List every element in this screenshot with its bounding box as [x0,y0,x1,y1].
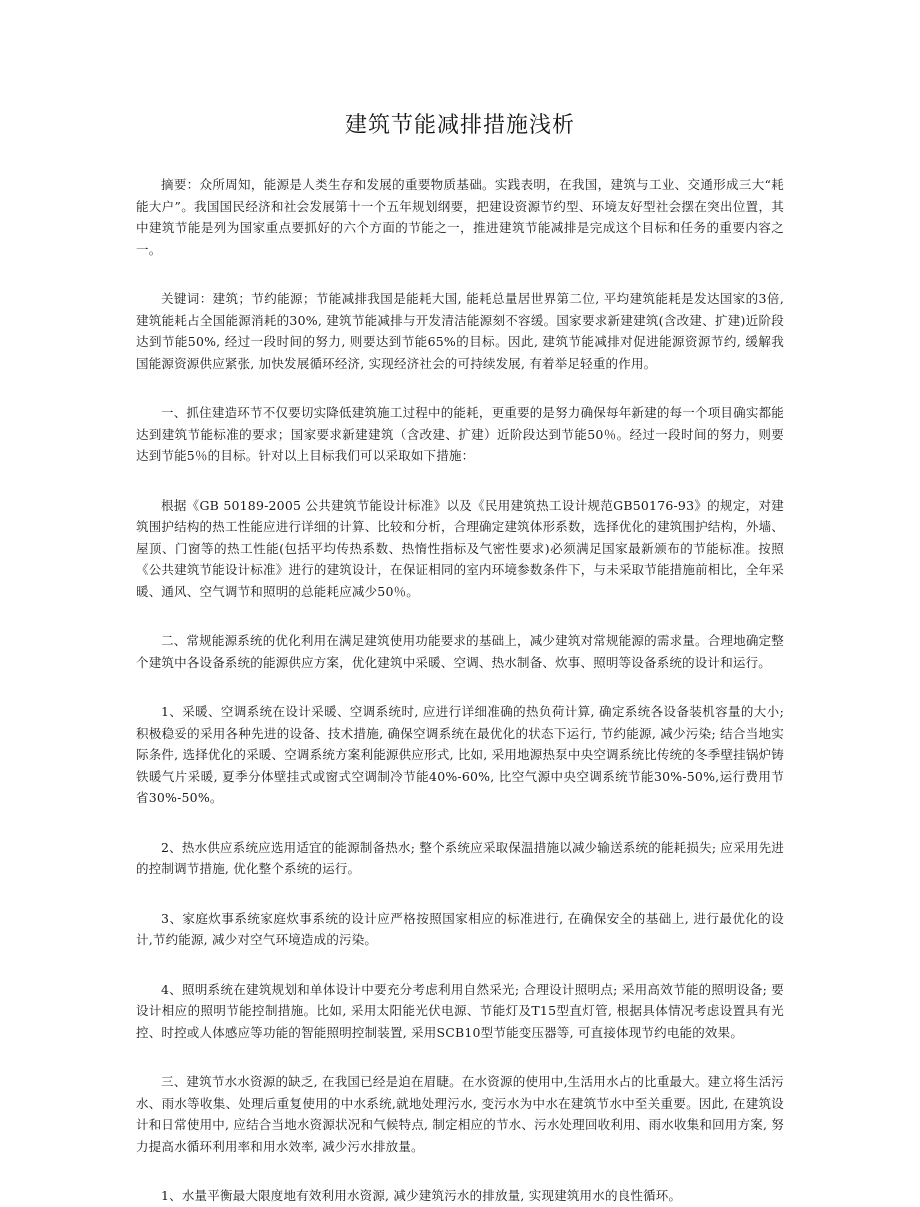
paragraph-section-1: 一、抓住建造环节不仅要切实降低建筑施工过程中的能耗，更重要的是努力确保每年新建的每一个项目确实都能达到建筑节能标准的要求；国家要求新建建筑（含改建、扩建）近阶段达到节能50％。经过一段时间的努力，则要达到节能5％的目标。针对以上目标我们可以采取如下措施： [136,405,784,463]
document-title: 建筑节能减排措施浅析 [344,113,575,138]
paragraph-water-balance: 1、水量平衡最大限度地有效利用水资源, 减少建筑污水的排放量, 实现建筑用水的良性循环。 [161,1188,682,1203]
document-body [136,174,784,1207]
paragraph-cooking: 3、家庭炊事系统家庭炊事系统的设计应严格按照国家相应的标准进行, 在确保安全的基础上, 进行最优化的设计,节约能源, 减少对空气环境造成的污染。 [136,910,784,947]
paragraph-standards: 根据《GB 50189-2005 公共建筑节能设计标准》以及《民用建筑热工设计规范GB50176-93》的规定，对建筑围护结构的热工性能应进行详细的计算、比较和分析，合理确定建筑体形系数，选择优化的建筑围护结构，外墙、屋顶、门窗等的热工性能(包括平均传热系数、热惰性指标及气密性要求)必须满足国家最新颁布的节能标准。按照《公共建筑节能设计标准》进行的建筑设计，在保证相同的室内环境参数条件下，与未采取节能措施前相比，全年采暖、通风、空气调节和照明的总能耗应减少50％。 [136,497,784,599]
paragraph-keywords: 关键词：建筑；节约能源；节能减排我国是能耗大国, 能耗总量居世界第二位, 平均建筑能耗是发达国家的3倍, 建筑能耗占全国能源消耗的30%, 建筑节能减排与开发清洁能源刻不容缓。国家要求新建建筑(含改建、扩建)近阶段达到节能50%, 经过一段时间的努力, 则要达到节能65%的目标。因此, 建筑节能减排对促进能源资源节约, 缓解我国能源资源供应紧张, 加快发展循环经济, 实现经济社会的可持续发展, 有着举足轻重的作用。 [136,291,784,371]
paragraph-hvac: 1、采暖、空调系统在设计采暖、空调系统时, 应进行详细准确的热负荷计算, 确定系统各设备装机容量的大小; 积极稳妥的采用各种先进的设备、技术措施, 确保空调系统在最优化的状态下运行, 节约能源, 减少污染; 结合当地实际条件, 选择优化的采暖、空调系统方案利能源供应形式, 比如, 采用地源热泵中央空调系统比传统的冬季壁挂锅炉铸铁暖气片采暖, 夏季分体壁挂式或窗式空调制冷节能40%-60%, 比空气源中央空调系统节能30%-50%,运行费用节省30%-50%。 [136,704,784,805]
paragraph-lighting: 4、照明系统在建筑规划和单体设计中要充分考虑利用自然采光; 合理设计照明点; 采用高效节能的照明设备; 要设计相应的照明节能控制措施。比如, 采用太阳能光伏电源、节能灯及T15型直灯管, 根据具体情况考虑设置具有光控、时控或人体感应等功能的智能照明控制装置, 采用SCB10型节能变压器等, 可直接体现节约电能的效果。 [136,981,784,1040]
paragraph-hot-water: 2、热水供应系统应选用适宜的能源制备热水; 整个系统应采取保温措施以减少输送系统的能耗损失; 应采用先进的控制调节措施, 优化整个系统的运行。 [136,839,784,876]
paragraph-section-3: 三、建筑节水水资源的缺乏, 在我国已经是迫在眉睫。在水资源的使用中,生活用水占的比重最大。建立将生活污水、雨水等收集、处理后重复使用的中水系统,就地处理污水, 变污水为中水在建筑节水中至关重要。因此, 在建筑设计和日常使用中, 应结合当地水资源状况和气候特点, 制定相应的节水、污水处理回收利用、雨水收集和回用方案, 努力提高水循环利用率和用水效率, 减少污水排放量。 [136,1074,784,1154]
paragraph-section-2: 二、常规能源系统的优化利用在满足建筑使用功能要求的基础上，减少建筑对常规能源的需求量。合理地确定整个建筑中各设备系统的能源供应方案，优化建筑中采暖、空调、热水制备、炊事、照明等设备系统的设计和运行。 [136,633,784,670]
paragraph-abstract: 摘要：众所周知，能源是人类生存和发展的重要物质基础。实践表明，在我国，建筑与工业、交通形成三大“耗能大户”。我国国民经济和社会发展第十一个五年规划纲要，把建设资源节约型、环境友好型社会摆在突出位置，其中建筑节能是列为国家重点要抓好的六个方面的节能之一，推进建筑节能减排是完成这个目标和任务的重要内容之一。 [136,177,784,257]
